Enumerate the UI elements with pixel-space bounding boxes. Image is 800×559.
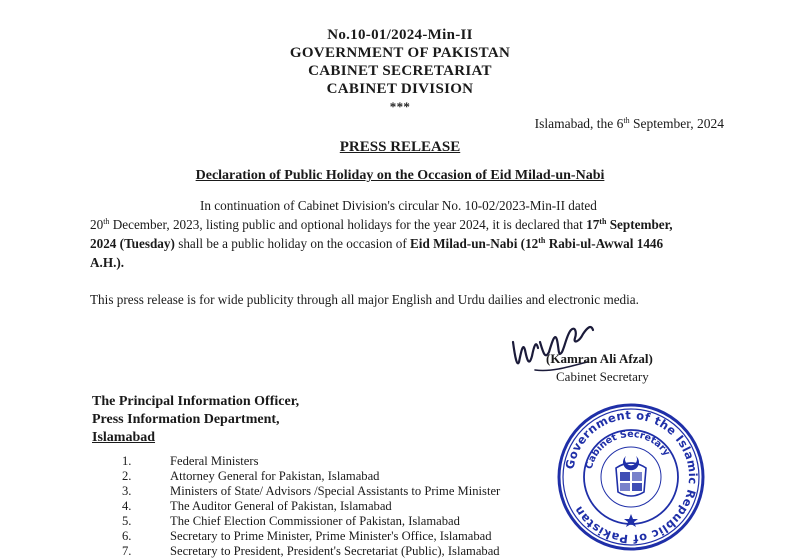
government-heading: GOVERNMENT OF PAKISTAN xyxy=(289,45,511,61)
list-item: 6. Secretary to Prime Minister, Prime Minister's Office, Islamabad xyxy=(122,529,492,543)
svg-text:Cabinet Secretary xyxy=(584,429,673,470)
body-paragraph-2: This press release is for wide publicity through all major English and Urdu dailies and electronic media. xyxy=(90,292,639,307)
list-item: 5. The Chief Election Commissioner of Pakistan, Islamabad xyxy=(122,514,460,528)
body-line-3: 2024 (Tuesday) shall be a public holiday on the occasion of Eid Milad-un-Nabi (12th Rabi-ul-Awwal 1446 xyxy=(90,236,664,251)
addressee-line-3: Islamabad xyxy=(92,430,156,445)
body-line-1: In continuation of Cabinet Division's circular No. 10-02/2023-Min-II dated xyxy=(200,198,597,213)
addressee-line-2: Press Information Department, xyxy=(92,412,280,427)
list-item: 3. Ministers of State/ Advisors /Special Assistants to Prime Minister xyxy=(122,484,501,498)
dateline: Islamabad, the 6th September, 2024 xyxy=(534,116,724,131)
seal-inner-text: Cabinet Secretary xyxy=(583,428,673,471)
cabinet-seal xyxy=(556,402,706,552)
secretariat-heading: CABINET SECRETARIAT xyxy=(308,63,492,79)
subject-line: Declaration of Public Holiday on the Occasion of Eid Milad-un-Nabi xyxy=(195,168,605,183)
list-item: 4. The Auditor General of Pakistan, Islamabad xyxy=(122,499,392,513)
list-item: 2. Attorney General for Pakistan, Islamabad xyxy=(122,469,380,483)
addressee-line-1: The Principal Information Officer, xyxy=(92,394,300,409)
signatory-name: (Kamran Ali Afzal) xyxy=(546,351,653,366)
reference-number: No.10-01/2024-Min-II xyxy=(327,27,473,43)
body-line-4: A.H.). xyxy=(90,255,125,270)
list-item: 1. Federal Ministers xyxy=(122,454,259,468)
division-heading: CABINET DIVISION xyxy=(326,81,474,97)
seal-outer-text: Government of the Islamic Republic of Pakistan xyxy=(562,407,701,547)
header-separator: *** xyxy=(389,99,411,114)
signatory-designation: Cabinet Secretary xyxy=(556,369,649,384)
press-release-title: PRESS RELEASE xyxy=(339,139,461,155)
body-line-2: 20th December, 2023, listing public and optional holidays for the year 2024, it is declared that 17th September, xyxy=(90,217,673,232)
list-item: 7. Secretary to President, President's Secretariat (Public), Islamabad xyxy=(122,544,500,558)
